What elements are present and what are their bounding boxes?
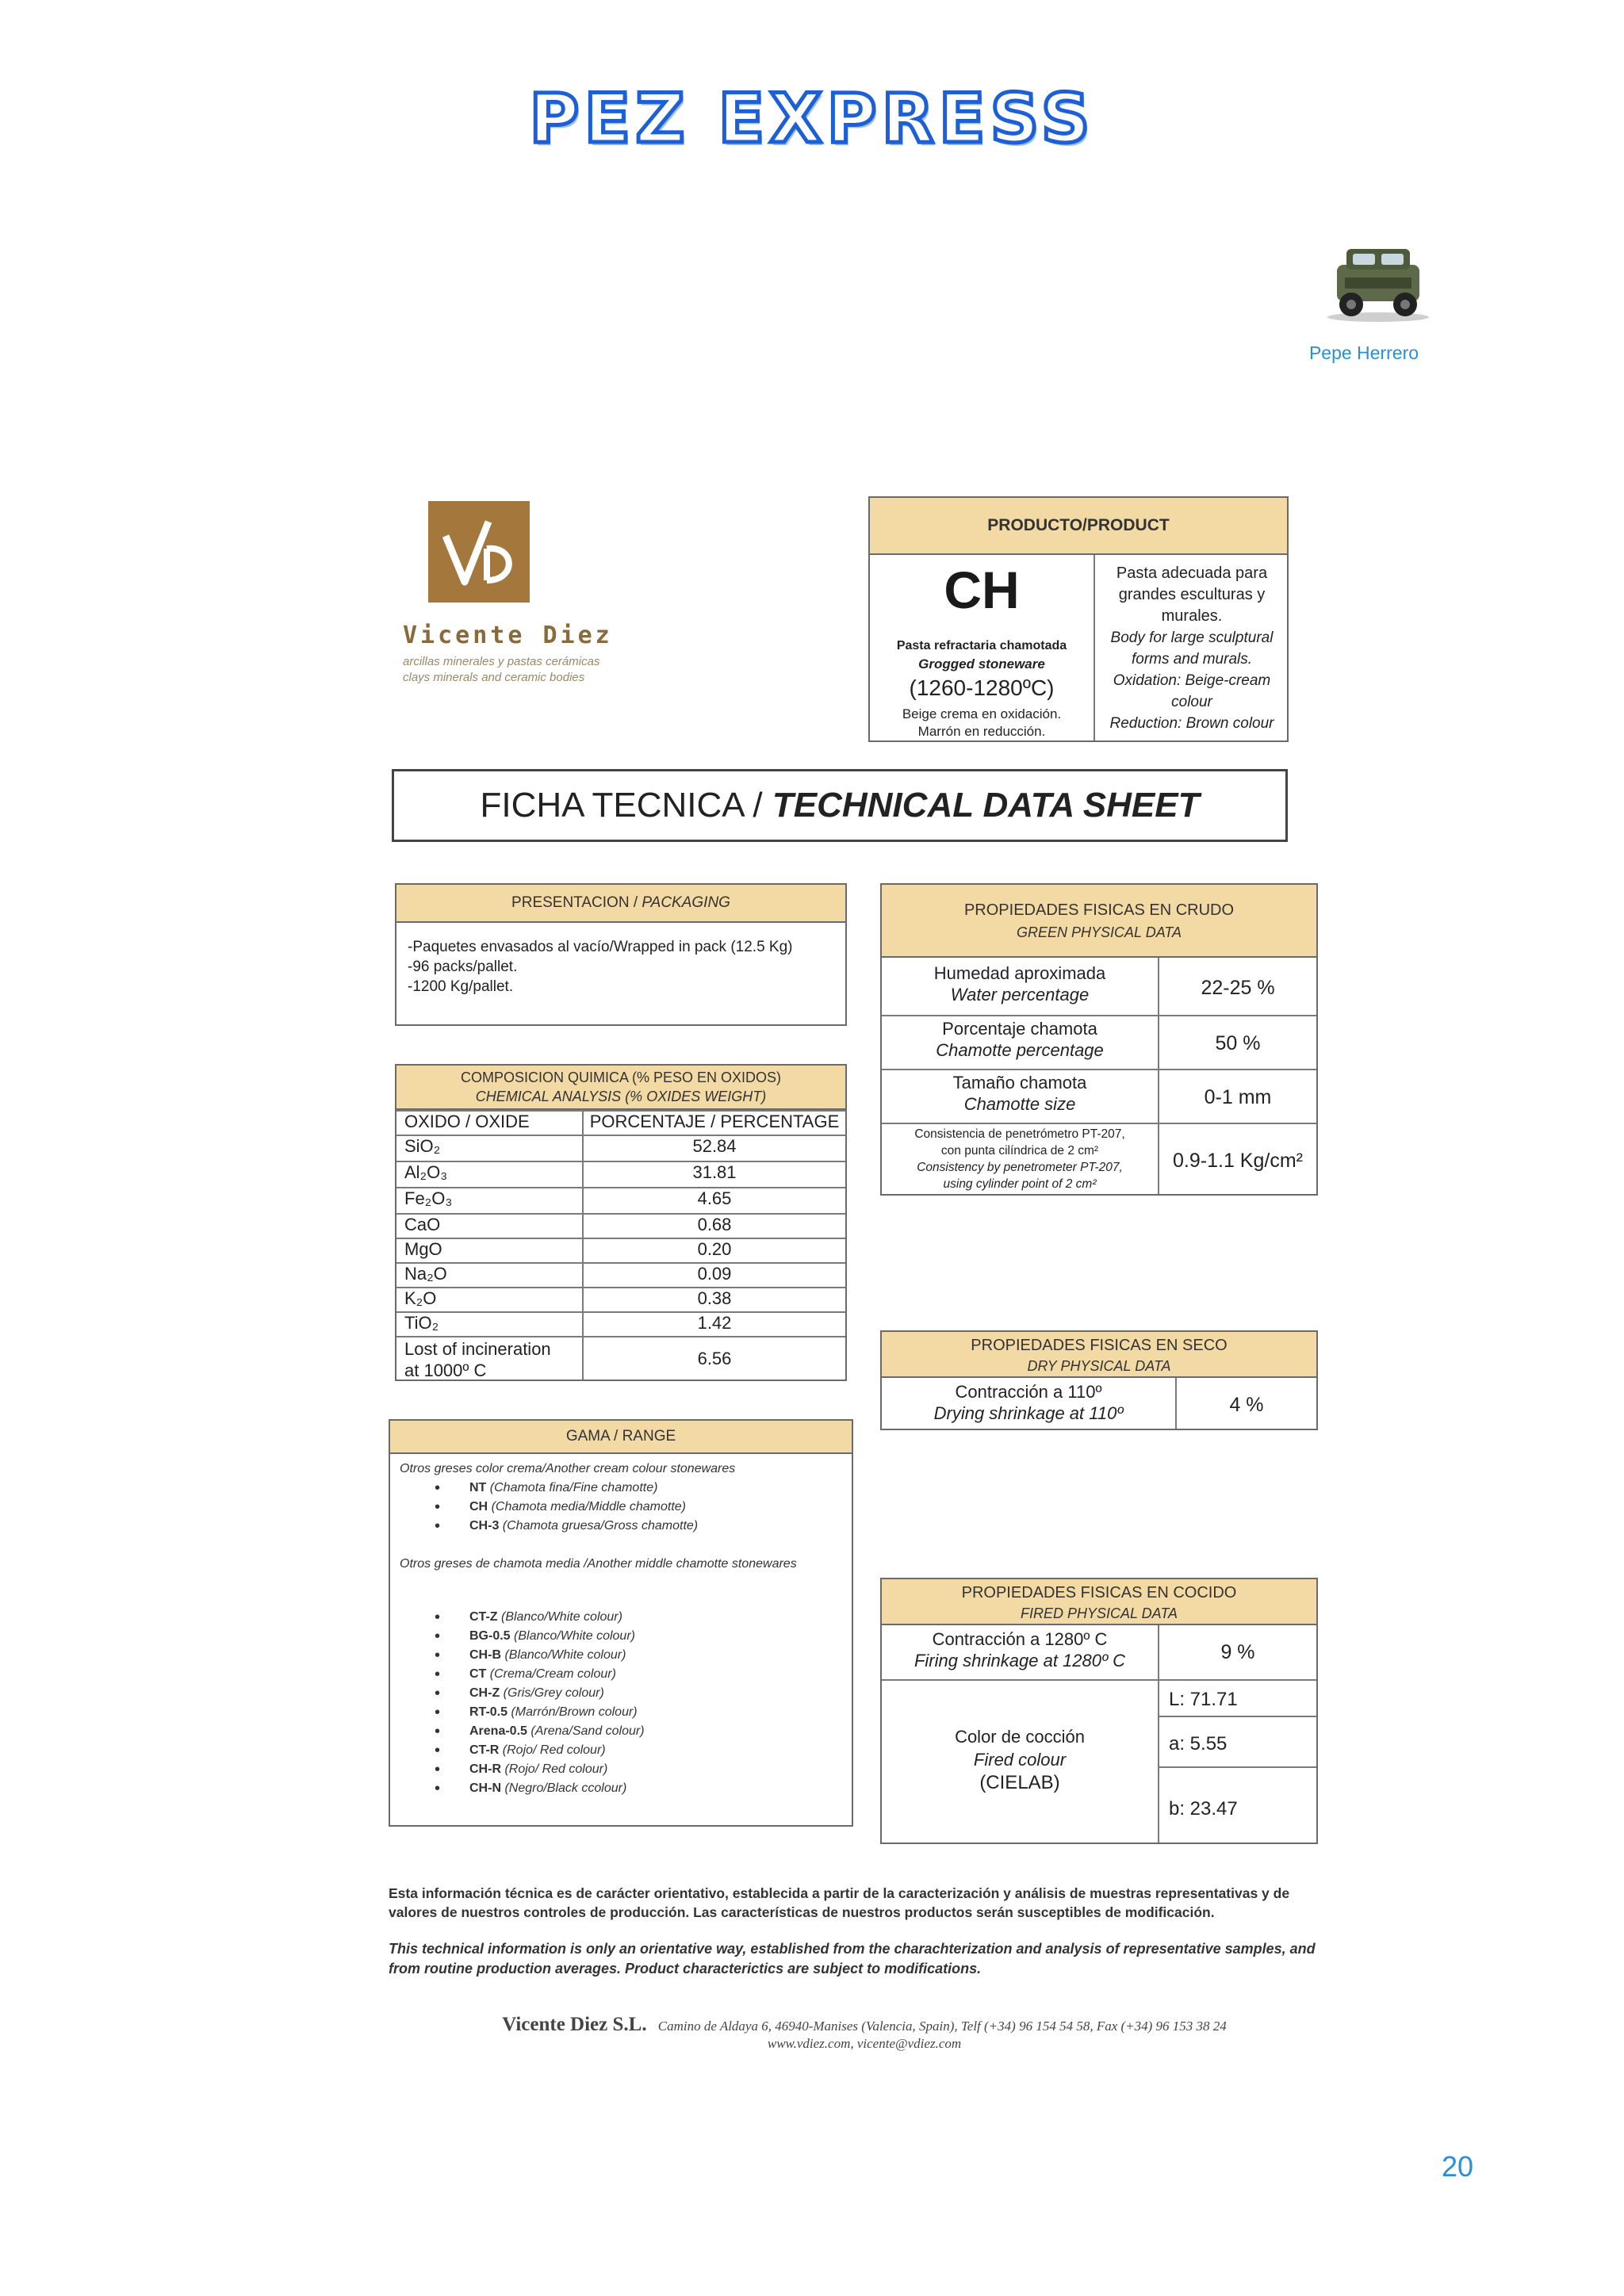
loi-label-line: at 1000º C (404, 1360, 487, 1380)
range-box (389, 1419, 853, 1827)
penetrometer-value: 0.9-1.1 Kg/cm² (1173, 1150, 1303, 1172)
percentage-column-header: PORCENTAJE / PERCENTAGE (589, 1112, 840, 1131)
dry-header (882, 1332, 1316, 1378)
oxide-name: CaO (404, 1215, 441, 1234)
oxide-value: 0.68 (697, 1215, 732, 1234)
loi-value: 6.56 (697, 1349, 732, 1368)
list-item: • RT-0.5 (Marrón/Brown colour) (435, 1703, 645, 1722)
sheet-title-es: FICHA TECNICA / (480, 786, 763, 825)
table-row (396, 1262, 845, 1287)
list-item: • CH-3 (Chamota gruesa/Gross chamotte) (435, 1517, 698, 1536)
disclaimer-es: Esta información técnica es de carácter orientativo, establecida a partir de la caracterización y análisis de muestras representativas y de valores de nuestros controles de producción. Las características de nuestros productos serán susceptibles de modificación. (389, 1885, 1290, 1920)
green-header (882, 885, 1316, 958)
table-row (396, 1213, 845, 1238)
list-item: • CT-Z (Blanco/White colour) (435, 1608, 645, 1627)
oxide-value: 1.42 (697, 1313, 732, 1333)
technical-data-sheet (389, 476, 1340, 2069)
oxide-value: 52.84 (692, 1136, 737, 1156)
list-item: • CH (Chamota media/Middle chamotte) (435, 1498, 698, 1517)
table-row-label: Tamaño chamota Chamotte size (952, 1073, 1087, 1114)
dry-header-en: DRY PHYSICAL DATA (1027, 1358, 1171, 1374)
fired-header-en: FIRED PHYSICAL DATA (1020, 1605, 1178, 1621)
oxide-name: MgO (404, 1239, 442, 1259)
dry-physical-data-table (880, 1330, 1318, 1430)
table-row (396, 1187, 845, 1213)
table-row-label: Porcentaje chamota Chamotte percentage (936, 1019, 1104, 1060)
page-number: 20 (1441, 2150, 1473, 2183)
product-oxidation-en: Oxidation: Beige-cream colour (1113, 672, 1271, 710)
table-row-label: Humedad aproximada Water percentage (933, 963, 1106, 1004)
table-row (396, 1238, 845, 1262)
firing-shrinkage-label: Contracción a 1280º C Firing shrinkage at 1280º C (914, 1629, 1126, 1670)
list-item: • BG-0.5 (Blanco/White colour) (435, 1627, 645, 1646)
document-title: PEZ EXPRESS (529, 79, 1095, 159)
dry-header-es: PROPIEDADES FISICAS EN SECO (971, 1337, 1228, 1354)
vicente-diez-logo-icon (428, 501, 530, 603)
loi-label (404, 1338, 551, 1381)
list-item: • CH-R (Rojo/ Red colour) (435, 1760, 645, 1779)
product-name-es: Pasta refractaria chamotada (896, 639, 1067, 652)
table-row (396, 1161, 845, 1187)
list-item: • CH-B (Blanco/White colour) (435, 1646, 645, 1665)
range-list-1 (435, 1479, 698, 1536)
logo-name: Vicente Diez (403, 622, 613, 649)
cielab-b-value: b: 23.47 (1169, 1798, 1238, 1820)
sheet-title (392, 769, 1288, 842)
oxide-name: Na₂O (404, 1264, 447, 1284)
company-web: www.vdiez.com, vicente@vdiez.com (767, 2036, 962, 2051)
range-intro-1: Otros greses color crema/Another cream colour stonewares (400, 1462, 736, 1475)
fired-header-es: PROPIEDADES FISICAS EN COCIDO (961, 1584, 1237, 1601)
product-description-es: Pasta adecuada para grandes esculturas y murales. (1116, 564, 1268, 625)
logo-tagline-es: arcillas minerales y pastas cerámicas (403, 655, 600, 668)
oxide-value: 0.09 (697, 1264, 732, 1284)
table-row (396, 1287, 845, 1311)
oxide-value: 4.65 (697, 1188, 732, 1208)
packaging-header (396, 885, 845, 923)
fired-physical-data-table (880, 1578, 1318, 1844)
packaging-header-en: PACKAGING (642, 894, 730, 911)
product-description (1095, 563, 1289, 734)
oxide-value: 0.38 (697, 1288, 732, 1308)
fired-header (882, 1579, 1316, 1625)
product-name-en: Grogged stoneware (918, 656, 1045, 672)
range-intro-2: Otros greses de chamota media /Another middle chamotte stonewares (400, 1557, 797, 1571)
packaging-line: -1200 Kg/pallet. (408, 978, 514, 995)
company-info (389, 2014, 1340, 2036)
list-item: • CT (Crema/Cream colour) (435, 1665, 645, 1684)
product-temperature: (1260-1280ºC) (909, 675, 1055, 700)
list-item: • NT (Chamota fina/Fine chamotte) (435, 1479, 698, 1498)
product-header: PRODUCTO/PRODUCT (870, 498, 1287, 555)
packaging-box (395, 883, 847, 1026)
oxide-name: SiO₂ (404, 1136, 441, 1156)
product-description-en: Body for large sculptural forms and murals. (1110, 629, 1274, 668)
oxide-name: K₂O (404, 1288, 437, 1308)
firing-shrinkage-value: 9 % (1220, 1641, 1255, 1663)
drying-shrinkage-label: Contracción a 110º Drying shrinkage at 110º (933, 1382, 1124, 1423)
product-reduction-en: Reduction: Brown colour (1109, 715, 1274, 732)
table-header-row (396, 1110, 845, 1135)
logo-tagline-en: clays minerals and ceramic bodies (403, 671, 585, 684)
range-header: GAMA / RANGE (390, 1421, 852, 1454)
oxide-value: 0.20 (697, 1239, 732, 1259)
table-row (396, 1311, 845, 1336)
green-physical-data-table (880, 883, 1318, 1196)
oxide-value: 31.81 (692, 1162, 737, 1182)
table-row-value: 0-1 mm (1204, 1086, 1272, 1108)
oxide-name: TiO₂ (404, 1313, 439, 1333)
penetrometer-label: Consistencia de penetrómetro PT-207, con punta cilíndrica de 2 cm² Consistency by penetrometer PT-207, using cylinder point of 2 cm² (914, 1127, 1125, 1191)
range-list-2 (435, 1608, 645, 1798)
oxide-name: Al₂O₃ (404, 1162, 448, 1182)
sheet-title-en: TECHNICAL DATA SHEET (772, 786, 1200, 825)
company-name: Vicente Diez S.L. (502, 2014, 647, 2035)
company-address: Camino de Aldaya 6, 46940-Manises (Valencia, Spain), Telf (+34) 96 154 54 58, Fax (+34) 96 153 38 24 (657, 2019, 1227, 2034)
list-item: • CT-R (Rojo/ Red colour) (435, 1741, 645, 1760)
list-item: • CH-Z (Gris/Grey colour) (435, 1684, 645, 1703)
oxide-column-header: OXIDO / OXIDE (404, 1112, 530, 1131)
packaging-line: -96 packs/pallet. (408, 959, 518, 975)
chemical-header-es: COMPOSICION QUIMICA (% PESO EN OXIDOS) (460, 1070, 782, 1085)
product-code: CH (944, 561, 1020, 619)
cielab-a-value: a: 5.55 (1169, 1733, 1228, 1755)
colour-reduction-es: Marrón en reducción. (917, 724, 1046, 739)
table-row (396, 1135, 845, 1161)
table-row-value: 22-25 % (1201, 977, 1275, 999)
oxide-name: Fe₂O₃ (404, 1188, 453, 1208)
loi-label-line: Lost of incineration (404, 1339, 551, 1359)
colour-oxidation-es: Beige crema en oxidación. (902, 706, 1062, 721)
table-row-value: 50 % (1215, 1032, 1261, 1054)
list-item: • CH-N (Negro/Black ccolour) (435, 1779, 645, 1798)
packaging-lines (408, 937, 793, 997)
chemical-analysis-table (395, 1064, 847, 1381)
chemical-header (396, 1066, 845, 1110)
chemical-header-en: CHEMICAL ANALYSIS (% OXIDES WEIGHT) (475, 1089, 767, 1104)
jeep-icon (1323, 238, 1434, 325)
cielab-l-value: L: 71.71 (1169, 1689, 1238, 1710)
packaging-line: -Paquetes envasados al vacío/Wrapped in pack (12.5 Kg) (408, 939, 793, 955)
drying-shrinkage-value: 4 % (1229, 1394, 1264, 1416)
fired-colour-label: Color de cocción Fired colour (CIELAB) (955, 1727, 1085, 1793)
product-box (868, 496, 1289, 742)
table-row (396, 1336, 845, 1381)
packaging-header-es: PRESENTACION / (511, 894, 638, 911)
disclaimer-en: This technical information is only an orientative way, established from the charachterization and analysis of representative samples, and from routine production averages. Product characterictics are subject to modifications. (389, 1941, 1316, 1976)
author-name: Pepe Herrero (1308, 342, 1419, 363)
green-header-en: GREEN PHYSICAL DATA (1016, 924, 1182, 940)
list-item: • Arena-0.5 (Arena/Sand colour) (435, 1722, 645, 1741)
green-header-es: PROPIEDADES FISICAS EN CRUDO (963, 901, 1235, 919)
product-colour-es (870, 706, 1094, 740)
